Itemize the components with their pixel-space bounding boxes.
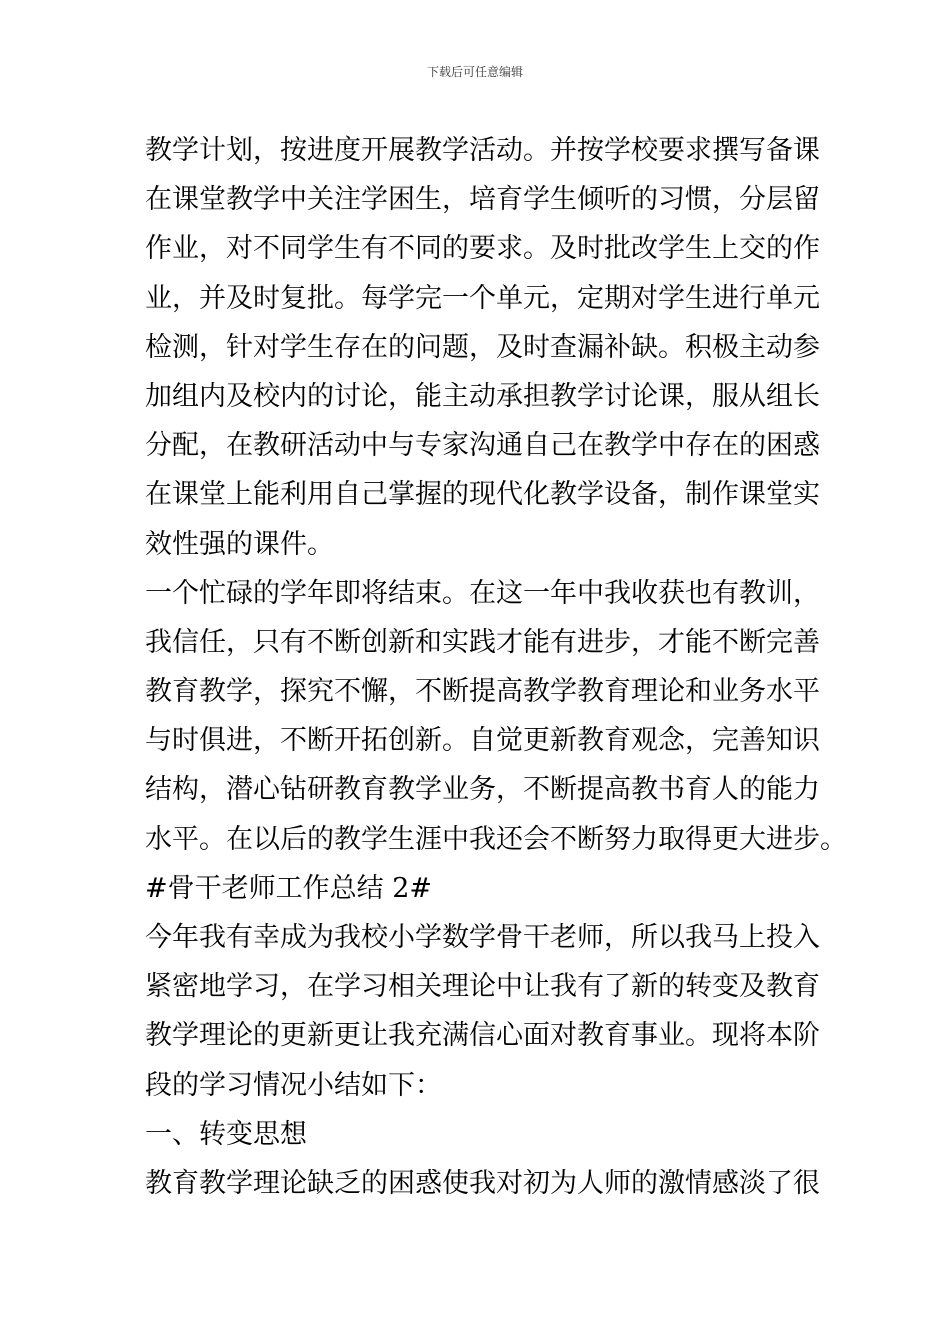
- body-line: 结构，潜心钻研教育教学业务，不断提高教书育人的能力: [145, 774, 820, 806]
- header-note: 下载后可任意编辑: [426, 65, 523, 79]
- body-line: 业，并及时复批。每学完一个单元，定期对学生进行单元: [145, 282, 820, 314]
- body-line: 紧密地学习，在学习相关理论中让我有了新的转变及教育: [145, 971, 820, 1003]
- body-line: 分配，在教研活动中与专家沟通自己在教学中存在的困惑: [145, 430, 820, 462]
- body-line: 作业，对不同学生有不同的要求。及时批改学生上交的作: [145, 233, 820, 265]
- body-line: 水平。在以后的教学生涯中我还会不断努力取得更大进步。: [145, 823, 847, 855]
- subsection-heading: 一、转变思想: [145, 1118, 307, 1150]
- body-line: 教学理论的更新更让我充满信心面对教育事业。现将本阶: [145, 1020, 820, 1052]
- body-line: 与时俱进，不断开拓创新。自觉更新教育观念，完善知识: [145, 725, 820, 757]
- section-heading: #骨干老师工作总结 2#: [145, 872, 433, 904]
- body-line: 今年我有幸成为我校小学数学骨干老师，所以我马上投入: [145, 922, 820, 953]
- body-line: 段的学习情况小结如下：: [145, 1069, 442, 1101]
- body-line: 教学计划，按进度开展教学活动。并按学校要求撰写备课: [145, 135, 820, 166]
- body-line: 我信任，只有不断创新和实践才能有进步，才能不断完善: [145, 626, 820, 658]
- body-line: 在课堂上能利用自己掌握的现代化教学设备，制作课堂实: [145, 479, 820, 511]
- body-line: 检测，针对学生存在的问题，及时查漏补缺。积极主动参: [145, 331, 820, 363]
- document-body: [145, 126, 847, 1208]
- body-line: 教育教学理论缺乏的困惑使我对初为人师的激情感淡了很: [145, 1167, 820, 1199]
- body-line: 加组内及校内的讨论，能主动承担教学讨论课，服从组长: [145, 380, 820, 412]
- body-line: 效性强的课件。: [145, 528, 334, 560]
- body-line: 教育教学，探究不懈，不断提高教学教育理论和业务水平: [145, 676, 820, 708]
- body-line: 在课堂教学中关注学困生，培育学生倾听的习惯，分层留: [145, 184, 820, 216]
- body-line: 一个忙碌的学年即将结束。在这一年中我收获也有教训，: [145, 577, 820, 609]
